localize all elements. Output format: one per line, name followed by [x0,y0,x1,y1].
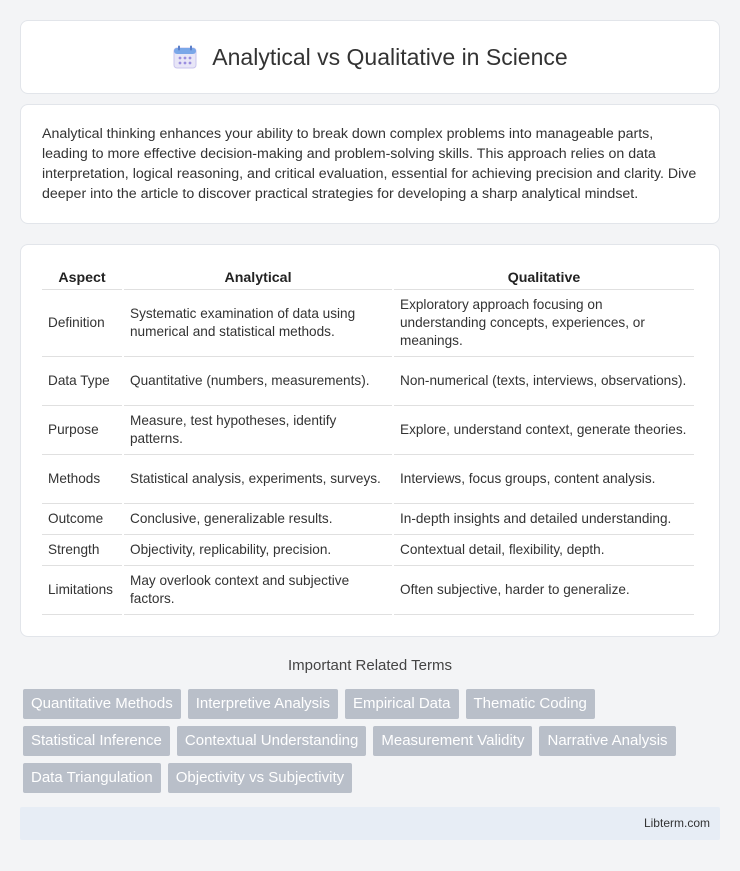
footer-site-link[interactable]: Libterm.com [643,816,710,830]
row-analytical: Systematic examination of data using numerical and statistical methods. [124,290,392,357]
table-row [42,566,694,615]
row-aspect: Purpose [42,406,122,455]
table-row [42,290,694,357]
related-terms-title: Important Related Terms [288,657,452,674]
footer [20,807,720,840]
comparison-table-card [20,244,720,637]
row-analytical: Quantitative (numbers, measurements). [124,357,392,406]
header-card [20,20,720,94]
intro-card [20,104,720,224]
row-aspect: Definition [42,290,122,357]
row-analytical: Objectivity, replicability, precision. [124,535,392,566]
table-row [42,357,694,406]
row-analytical: Conclusive, generalizable results. [124,504,392,535]
related-term-tag[interactable]: Narrative Analysis [539,726,675,756]
row-qualitative: Often subjective, harder to generalize. [394,566,694,615]
page-title: Analytical vs Qualitative in Science [212,43,568,70]
table-row [42,406,694,455]
related-term-tag[interactable]: Quantitative Methods [23,689,181,719]
table-row [42,504,694,535]
related-term-tag[interactable]: Thematic Coding [466,689,595,719]
table-row [42,535,694,566]
row-aspect: Limitations [42,566,122,615]
row-analytical: Statistical analysis, experiments, surveys. [124,455,392,504]
row-qualitative: Non-numerical (texts, interviews, observations). [394,357,694,406]
row-qualitative: Interviews, focus groups, content analysis. [394,455,694,504]
table-header-row [42,264,694,290]
related-term-tag[interactable]: Measurement Validity [373,726,532,756]
row-qualitative: In-depth insights and detailed understanding. [394,504,694,535]
row-aspect: Outcome [42,504,122,535]
related-term-tag[interactable]: Objectivity vs Subjectivity [168,763,352,793]
row-analytical: Measure, test hypotheses, identify patterns. [124,406,392,455]
row-aspect: Data Type [42,357,122,406]
header-qualitative: Qualitative [394,264,694,290]
header-analytical: Analytical [124,264,392,290]
row-qualitative: Exploratory approach focusing on understanding concepts, experiences, or meanings. [394,290,694,357]
related-term-tag[interactable]: Statistical Inference [23,726,170,756]
row-aspect: Strength [42,535,122,566]
row-qualitative: Explore, understand context, generate theories. [394,406,694,455]
row-qualitative: Contextual detail, flexibility, depth. [394,535,694,566]
header-aspect: Aspect [42,264,122,290]
row-analytical: May overlook context and subjective factors. [124,566,392,615]
related-terms-list [23,689,723,793]
table-row [42,455,694,504]
row-aspect: Methods [42,455,122,504]
comparison-table [40,264,696,615]
intro-text: Analytical thinking enhances your ability to break down complex problems into manageable parts, leading to more effective decision-making and problem-solving skills. This approach relies on data interpretation, logical reasoning, and critical evaluation, essential for achieving precision and clarity. Dive deeper into the article to discover practical strategies for developing a sharp analytical mindset. [42,126,697,202]
related-term-tag[interactable]: Interpretive Analysis [188,689,338,719]
related-term-tag[interactable]: Contextual Understanding [177,726,366,756]
calendar-icon [172,44,198,70]
related-term-tag[interactable]: Empirical Data [345,689,459,719]
related-term-tag[interactable]: Data Triangulation [23,763,161,793]
